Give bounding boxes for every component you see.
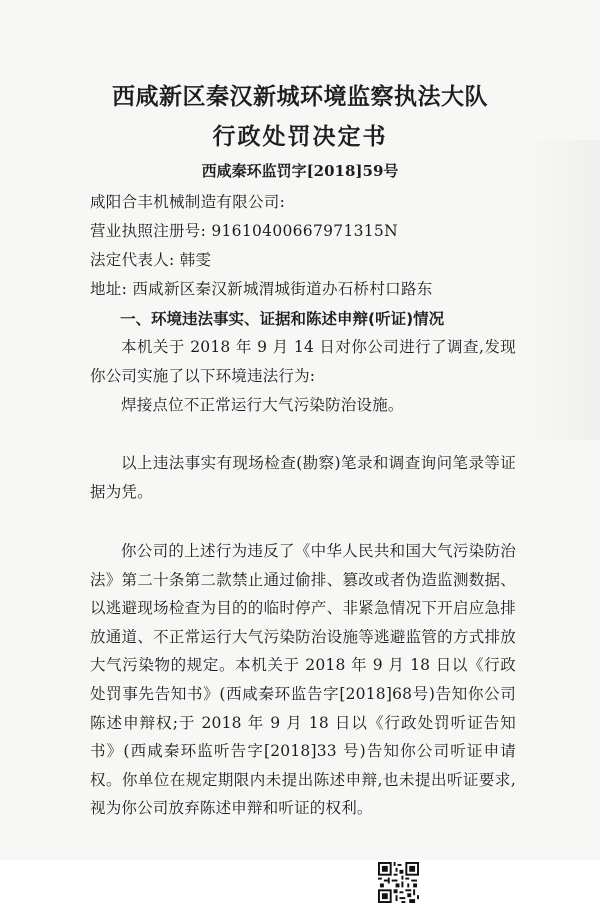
section-heading: 一、环境违法事实、证据和陈述申辩(听证)情况 (120, 310, 445, 328)
document-number: 西咸秦环监罚字[2018]59号 (201, 162, 399, 180)
paragraph-violation: 焊接点位不正常运行大气污染防治设施。 (121, 396, 404, 414)
company-name: 咸阳合丰机械制造有限公司: (90, 193, 286, 211)
document-title: 西咸新区秦汉新城环境监察执法大队 (112, 84, 488, 110)
paragraph-legal-basis: 你公司的上述行为违反了《中华人民共和国大气污染防治法》第二十条第二款禁止通过偷排、篡改或者伪造监测数据、以逃避现场检查为目的的临时停产、非紧急情况下开启应急排放通道、不正常运行大气污染防治设施等逃避监管的方式排放大气污染物的规定。本机关于 2018 年 9 月 18 日以《行政处罚事先告知书》(西咸秦环监告字[2018]68号)告知你公司陈述申辩权;于 2018 年 9 月 18 日以《行政处罚听证告知书》(西咸秦环监听告字[2018]33 号)告知你公司听证申请权。你单位在规定期限内未提出陈述申辩,也未提出听证要求,视为你公司放弃陈述申辩和听证的权利。 (90, 542, 516, 818)
bottom-margin (0, 860, 600, 904)
paragraph-investigation: 本机关于 2018 年 9 月 14 日对你公司进行了调查,发现你公司实施了以下环境违法行为: (90, 338, 516, 385)
document-subtitle: 行政处罚决定书 (212, 124, 388, 150)
company-address: 地址: 西咸新区秦汉新城渭城街道办石桥村口路东 (90, 280, 433, 298)
paragraph-evidence: 以上违法事实有现场检查(勘察)笔录和调查询问笔录等证据为凭。 (90, 454, 516, 501)
legal-representative: 法定代表人: 韩雯 (90, 251, 212, 269)
license-number: 营业执照注册号: 91610400667971315N (90, 222, 398, 240)
qr-code-icon (378, 862, 419, 903)
